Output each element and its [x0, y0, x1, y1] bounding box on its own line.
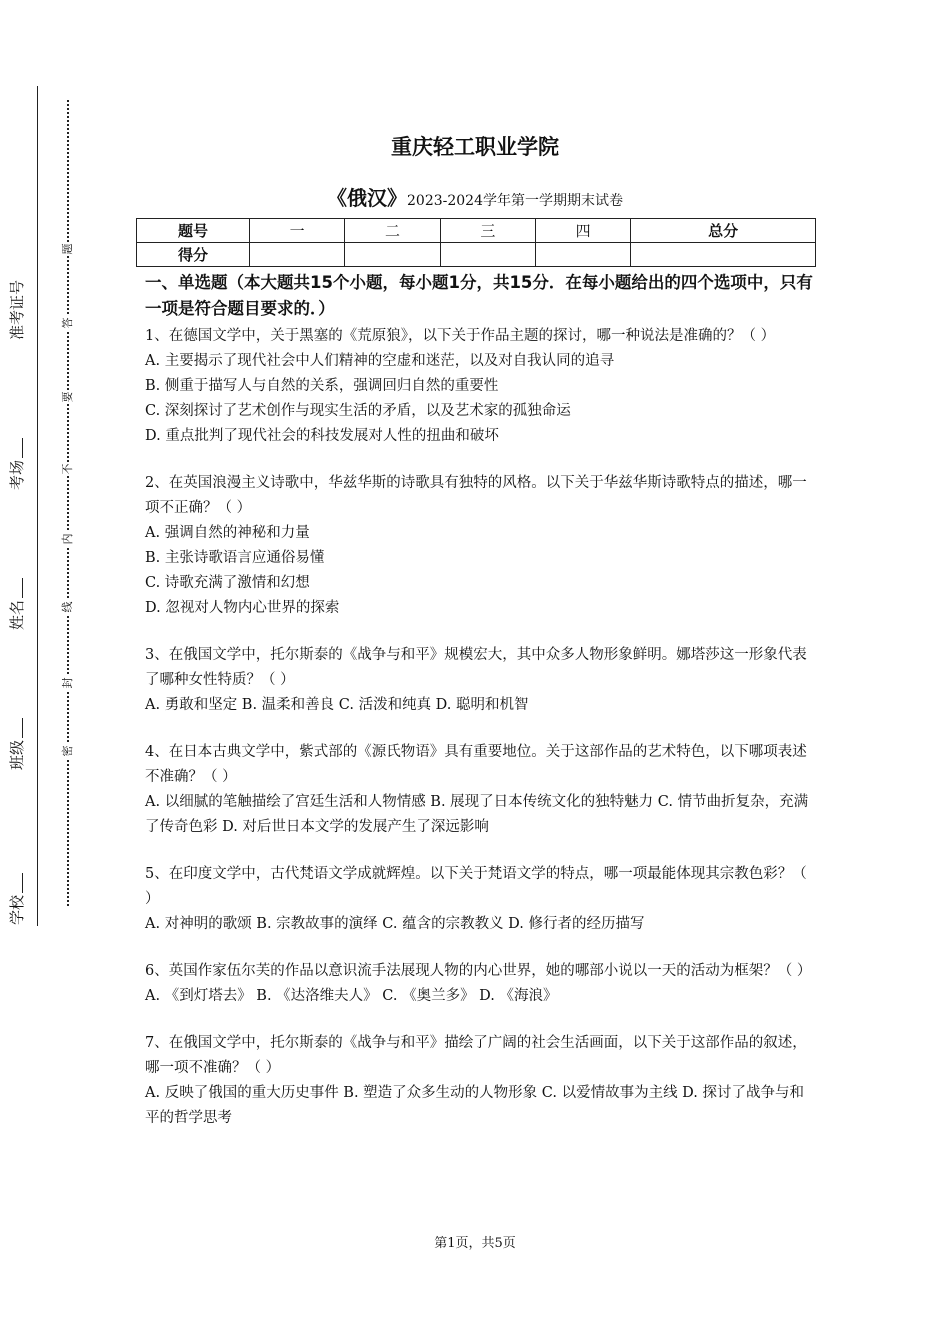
warning-char: 密 — [61, 745, 74, 757]
school-title: 重庆轻工职业学院 — [391, 135, 559, 159]
field-blank[interactable] — [10, 873, 23, 893]
course-name: 《俄汉》 — [327, 186, 407, 210]
column-header: 四 — [535, 219, 630, 243]
field-class — [6, 718, 27, 770]
option-a: A. 强调自然的神秘和力量 — [145, 525, 310, 541]
warning-char: 题 — [61, 243, 74, 255]
exam-content — [145, 270, 817, 1153]
field-label: 班级 — [8, 739, 26, 770]
field-label: 考场 — [8, 459, 26, 490]
field-blank[interactable] — [10, 578, 23, 598]
exam-subtitle — [0, 182, 950, 211]
column-header: 三 — [440, 219, 535, 243]
warning-char: 内 — [61, 533, 74, 545]
score-cell[interactable] — [440, 243, 535, 267]
score-cell[interactable] — [535, 243, 630, 267]
options: A. 勇敢和坚定 B. 温柔和善良 C. 活泼和纯真 D. 聪明和机智 — [145, 697, 529, 713]
question-stem: 1、在德国文学中，关于黑塞的《荒原狼》，以下关于作品主题的探讨，哪一种说法是准确的？（ ） — [145, 328, 776, 344]
column-header: 二 — [345, 219, 440, 243]
field-exam-number — [6, 279, 27, 340]
term-label: 2023-2024学年第一学期期末试卷 — [407, 193, 623, 209]
question-stem: 5、在印度文学中，古代梵语文学成就辉煌。以下关于梵语文学的特点，哪一项最能体现其宗教色彩？（ ） — [145, 866, 807, 907]
option-b: B. 主张诗歌语言应通俗易懂 — [145, 550, 325, 566]
option-d: D. 重点批判了现代社会的科技发展对人性的扭曲和破坏 — [145, 428, 499, 444]
question-6 — [145, 959, 817, 1009]
warning-char: 封 — [61, 677, 74, 689]
question-stem: 7、在俄国文学中，托尔斯泰的《战争与和平》描绘了广阔的社会生活画面，以下关于这部作品的叙述，哪一项不准确？（ ） — [145, 1035, 807, 1076]
section-title: 一、单选题（本大题共15个小题，每小题1分，共15分．在每小题给出的四个选项中，只有一项是符合题目要求的．） — [145, 273, 813, 318]
question-stem: 3、在俄国文学中，托尔斯泰的《战争与和平》规模宏大，其中众多人物形象鲜明。娜塔莎这一形象代表了哪种女性特质？（ ） — [145, 647, 807, 688]
options: A. 反映了俄国的重大历史事件 B. 塑造了众多生动的人物形象 C. 以爱情故事为主线 D. 探讨了战争与和平的哲学思考 — [145, 1085, 805, 1126]
field-label: 学校 — [8, 894, 26, 925]
option-a: A. 主要揭示了现代社会中人们精神的空虚和迷茫，以及对自我认同的追寻 — [145, 353, 615, 369]
field-exam-room — [6, 438, 27, 490]
score-cell[interactable] — [631, 243, 816, 267]
binding-solid-line — [37, 86, 38, 926]
question-5 — [145, 862, 817, 937]
question-1 — [145, 324, 817, 449]
score-table-score-row — [137, 243, 816, 267]
field-name — [6, 578, 27, 630]
option-c: C. 深刻探讨了艺术创作与现实生活的矛盾，以及艺术家的孤独命运 — [145, 403, 571, 419]
field-school — [6, 873, 27, 925]
question-number-label: 题号 — [137, 219, 250, 243]
binding-dotted-line — [67, 100, 69, 906]
question-7 — [145, 1031, 817, 1131]
score-table-head-row — [137, 219, 816, 243]
options: A. 对神明的歌颂 B. 宗教故事的演绎 C. 蕴含的宗教教义 D. 修行者的经历描写 — [145, 916, 645, 932]
score-cell[interactable] — [345, 243, 440, 267]
column-header: 总分 — [631, 219, 816, 243]
page-footer: 第1页，共5页 — [434, 1236, 516, 1251]
question-stem: 6、英国作家伍尔芙的作品以意识流手法展现人物的内心世界，她的哪部小说以一天的活动为框架？（ ） — [145, 963, 812, 979]
option-d: D. 忽视对人物内心世界的探索 — [145, 600, 340, 616]
warning-char: 不 — [61, 463, 74, 475]
column-header: 一 — [250, 219, 345, 243]
score-label: 得分 — [137, 243, 250, 267]
question-2 — [145, 471, 817, 621]
options: A. 《到灯塔去》 B. 《达洛维夫人》 C. 《奥兰多》 D. 《海浪》 — [145, 988, 558, 1004]
option-c: C. 诗歌充满了激情和幻想 — [145, 575, 310, 591]
field-blank[interactable] — [10, 718, 23, 738]
warning-char: 线 — [61, 601, 74, 613]
option-b: B. 侧重于描写人与自然的关系，强调回归自然的重要性 — [145, 378, 499, 394]
field-label: 姓名 — [8, 599, 26, 630]
warning-char: 答 — [61, 317, 74, 329]
options: A. 以细腻的笔触描绘了宫廷生活和人物情感 B. 展现了日本传统文化的独特魅力 C. 情节曲折复杂，充满了传奇色彩 D. 对后世日本文学的发展产生了深远影响 — [145, 794, 809, 835]
warning-char: 要 — [61, 391, 74, 403]
score-cell[interactable] — [250, 243, 345, 267]
question-3 — [145, 643, 817, 718]
field-label: 准考证号 — [8, 279, 26, 340]
field-blank[interactable] — [10, 438, 23, 458]
question-stem: 4、在日本古典文学中，紫式部的《源氏物语》具有重要地位。关于这部作品的艺术特色，以下哪项表述不准确？（ ） — [145, 744, 807, 785]
question-stem: 2、在英国浪漫主义诗歌中，华兹华斯的诗歌具有独特的风格。以下关于华兹华斯诗歌特点的描述，哪一项不正确？（ ） — [145, 475, 807, 516]
question-4 — [145, 740, 817, 840]
score-table — [136, 218, 816, 267]
